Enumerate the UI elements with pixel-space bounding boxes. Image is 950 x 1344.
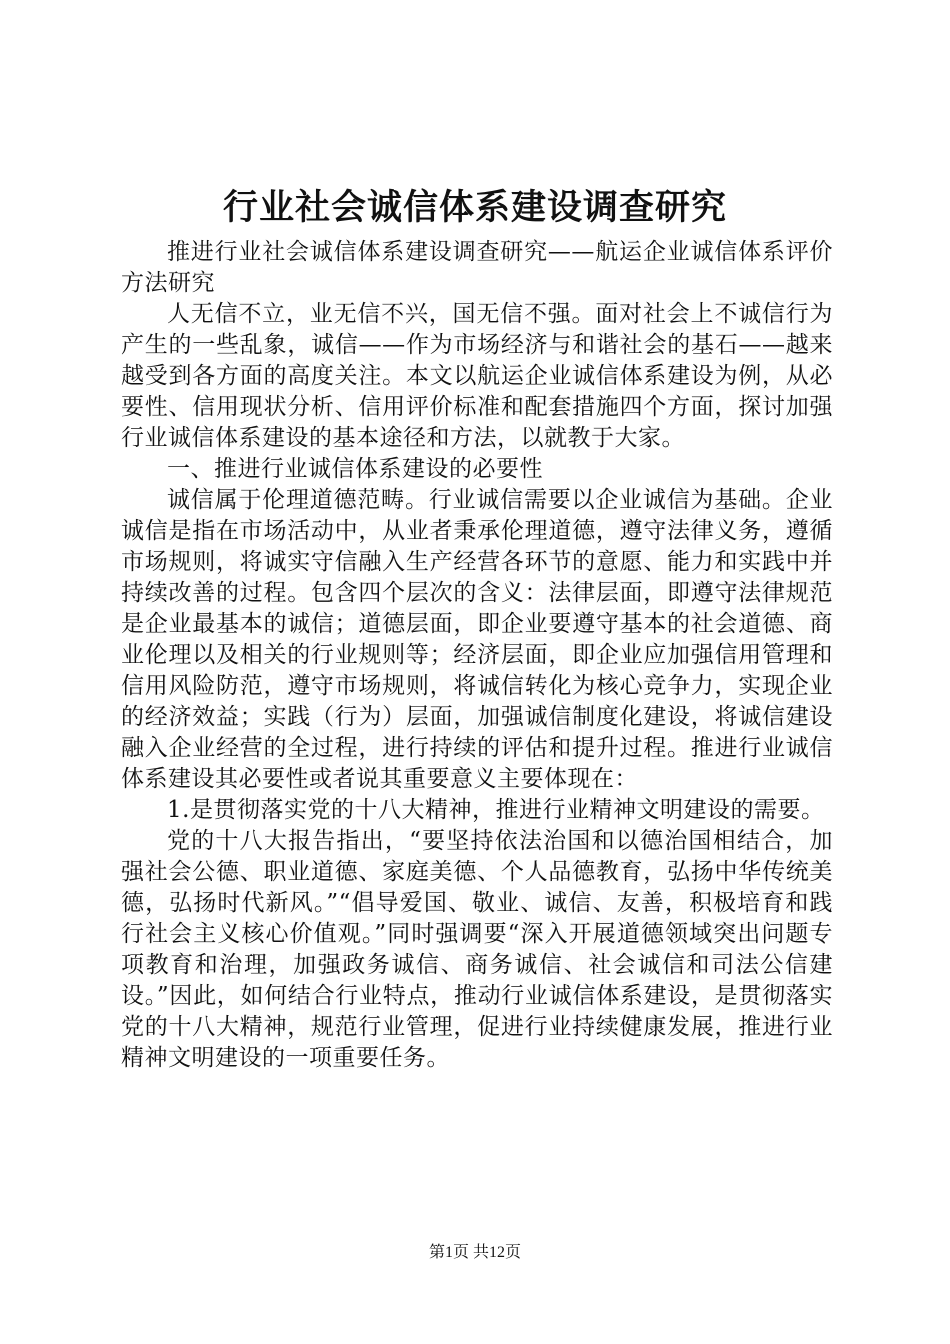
document-body [121, 237, 833, 1074]
section-heading-necessity: 一、推进行业诚信体系建设的必要性 [167, 456, 543, 482]
page-number-footer: 第1页 共12页 [428, 1244, 521, 1261]
paragraph-integrity-definition: 诚信属于伦理道德范畴。行业诚信需要以企业诚信为基础。企业诚信是指在市场活动中，从业者秉承伦理道德，遵守法律义务，遵循市场规则，将诚实守信融入生产经营各环节的意愿、能力和实践中并持续改善的过程。包含四个层次的含义：法律层面，即遵守法律规范是企业最基本的诚信；道德层面，即企业要遵守基本的社会道德、商业伦理以及相关的行业规则等；经济层面，即企业应加强信用管理和信用风险防范，遵守市场规则，将诚信转化为核心竞争力，实现企业的经济效益；实践（行为）层面，加强诚信制度化建设，将诚信建设融入企业经营的全过程，进行持续的评估和提升过程。推进行业诚信体系建设其必要性或者说其重要意义主要体现在： [121, 487, 833, 792]
list-item-heading-1: 1.是贯彻落实党的十八大精神，推进行业精神文明建设的需要。 [167, 797, 825, 823]
paragraph-eighteenth-congress: 党的十八大报告指出，“要坚持依法治国和以德治国相结合，加强社会公德、职业道德、家庭美德、个人品德教育，弘扬中华传统美德，弘扬时代新风。”“倡导爱国、敬业、诚信、友善，积极培育和践行社会主义核心价值观。”同时强调要“深入开展道德领域突出问题专项教育和治理，加强政务诚信、商务诚信、社会诚信和司法公信建设。”因此，如何结合行业特点，推动行业诚信体系建设，是贯彻落实党的十八大精神，规范行业管理，促进行业持续健康发展，推进行业精神文明建设的一项重要任务。 [121, 828, 833, 1071]
document-title: 行业社会诚信体系建设调查研究 [222, 187, 727, 228]
paragraph-subtitle: 推进行业社会诚信体系建设调查研究——航运企业诚信体系评价方法研究 [121, 239, 833, 296]
paragraph-intro: 人无信不立，业无信不兴，国无信不强。面对社会上不诚信行为产生的一些乱象，诚信——作为市场经济与和谐社会的基石——越来越受到各方面的高度关注。本文以航运企业诚信体系建设为例，从必要性、信用现状分析、信用评价标准和配套措施四个方面，探讨加强行业诚信体系建设的基本途径和方法，以就教于大家。 [121, 301, 833, 451]
